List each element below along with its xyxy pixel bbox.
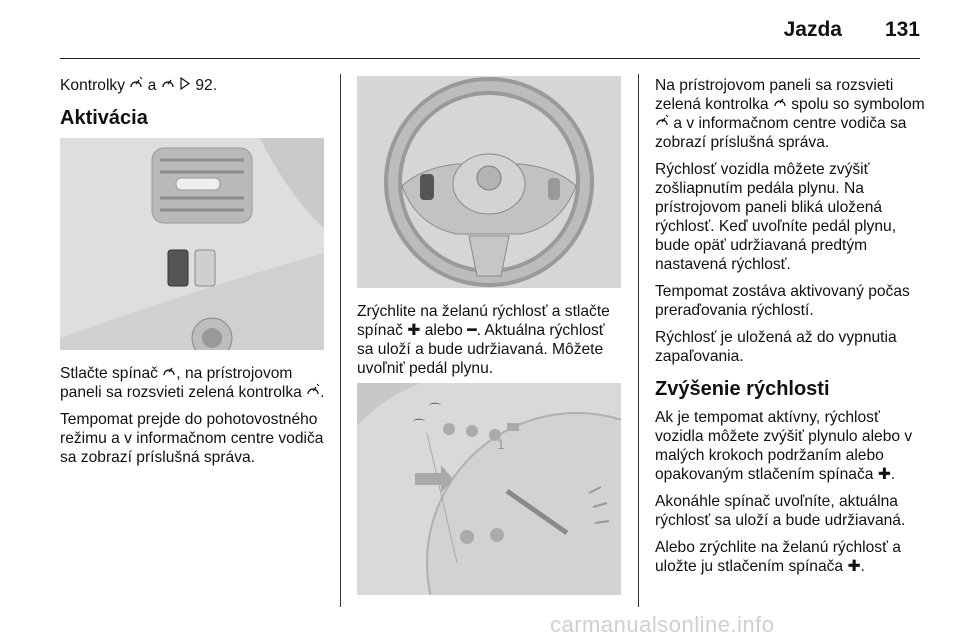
paragraph-gear-change: Tempomat zostáva aktivovaný počas preraďovania rýchlostí.	[655, 283, 910, 319]
plus-icon: ✚	[847, 558, 861, 575]
page-number: 131	[884, 18, 920, 41]
cruise-control-icon	[162, 364, 176, 383]
page-header	[60, 0, 920, 59]
cruise-control-icon	[161, 76, 175, 95]
section-title: Jazda	[783, 18, 842, 41]
paragraph-accelerate: Rýchlosť vozidla môžete zvýšiť zošliapnutím pedála plynu. Na prístrojovom paneli bliká uložená rýchlosť. Keď uvoľníte pedál plynu, bude opäť udržiavaná predtým nastavená rýchlosť.	[655, 161, 897, 273]
plus-icon: ✚	[407, 322, 421, 339]
page-reference-icon	[179, 76, 191, 95]
cruise-control-set-icon	[655, 114, 669, 133]
column-divider	[638, 74, 639, 607]
intro-line: Kontrolky a 92.	[60, 77, 218, 94]
svg-text:1: 1	[497, 436, 505, 452]
paragraph-release: Akonáhle spínač uvoľníte, aktuálna rýchlosť sa uloží a bude udržiavaná.	[655, 493, 906, 529]
minus-icon: ━	[467, 322, 477, 339]
paragraph-indicator: Na prístrojovom paneli sa rozsvieti zelená kontrolka spolu so symbolom a v informačnom centre vodiča sa zobrazí príslušná správa.	[655, 77, 925, 151]
paragraph-increase: Ak je tempomat aktívny, rýchlosť vozidla môžete zvýšiť plynulo alebo v malých krokoch podržaním alebo opakovaným stlačením spínača ✚.	[655, 409, 913, 483]
illustration-instrument-cluster	[357, 383, 621, 595]
paragraph-ignition: Rýchlosť je uložená až do vypnutia zapaľovania.	[655, 329, 897, 365]
column-left	[60, 60, 326, 136]
heading-activation: Aktivácia	[60, 107, 148, 129]
illustration-dashboard-switch	[60, 138, 324, 350]
column-middle-text	[357, 302, 623, 386]
cruise-control-set-icon	[306, 383, 320, 402]
watermark: carmanualsonline.info	[550, 612, 775, 637]
cruise-control-set-icon	[129, 76, 143, 95]
column-right	[655, 76, 925, 584]
plus-icon: ✚	[877, 466, 891, 483]
paragraph-set-speed: Zrýchlite na želanú rýchlosť a stlačte spínač ✚ alebo ━. Aktuálna rýchlosť sa uloží a bude udržiavaná. Môžete uvoľniť pedál plynu.	[357, 303, 610, 377]
cruise-control-icon	[773, 95, 787, 114]
illustration-steering-wheel	[357, 76, 621, 288]
heading-increase-speed: Zvýšenie rýchlosti	[655, 378, 830, 400]
column-left-text	[60, 364, 326, 475]
svg-text:⌒: ⌒	[429, 402, 442, 416]
svg-text:⌒: ⌒	[413, 418, 426, 432]
paragraph-standby: Tempomat prejde do pohotovostného režimu a v informačnom centre vodiča sa zobrazí príslušná správa.	[60, 411, 324, 466]
column-divider	[340, 74, 341, 607]
paragraph-press-switch: Stlačte spínač , na prístrojovom paneli sa rozsvieti zelená kontrolka .	[60, 365, 325, 401]
paragraph-store: Alebo zrýchlite na želanú rýchlosť a uložte ju stlačením spínača ✚.	[655, 539, 901, 575]
